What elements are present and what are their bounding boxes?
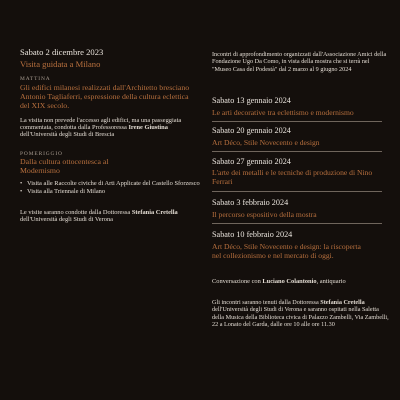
- afternoon-title: Dalla cultura ottocentesca al Modernismo: [20, 157, 109, 175]
- session-title: Art Déco, Stile Novecento e design: la riscoperta nel collezionismo e nel mercato di oggi.: [212, 242, 361, 260]
- morning-note: La visita non prevede l'accesso agli edifici, ma una passeggiata commentata, condotta dalla Professoressa Irene Giustina dell'Università degli Studi di Brescia: [20, 117, 182, 139]
- session-date: Sabato 13 gennaio 2024: [212, 96, 291, 105]
- visit-date: Sabato 2 dicembre 2023: [20, 47, 104, 57]
- morning-title: Gli edifici milanesi realizzati dall'Architetto bresciano Antonio Tagliaferri, espressione della cultura eclettica del XIX secolo.: [20, 83, 190, 110]
- session-title: Le arti decorative tra eclettismo e modernismo: [212, 108, 354, 117]
- speaker-name: Stefania Cretella: [320, 299, 365, 306]
- guide-name: Stefania Cretella: [131, 209, 178, 216]
- meetings-footer: Gli incontri saranno tenuti dalla Dottoressa Stefania Cretella dell'Università degli Studi di Verona e saranno ospitati nella Saletta della Musica della Biblioteca civica di Palazzo Zambelli, Via Zambelli, 22 a Lonato del Garda, dalle ore 10 alle ore 11.30: [212, 299, 389, 328]
- session-date: Sabato 10 febbraio 2024: [212, 230, 293, 239]
- afternoon-list: [20, 180, 200, 195]
- session-date: Sabato 20 gennaio 2024: [212, 126, 291, 135]
- list-item: • Visita alla Triennale di Milano: [20, 188, 200, 196]
- session-title: Art Déco, Stile Novecento e design: [212, 138, 320, 147]
- meetings-intro: Incontri di approfondimento organizzati dall'Associazione Amici della Fondazione Ugo Da Como, in vista della mostra che si terrà nel "Museo Casa del Podestà" dal 2 marzo al 9 giugno 2024: [212, 51, 387, 73]
- session-divider: [212, 223, 382, 224]
- session-date: Sabato 3 febbraio 2024: [212, 198, 289, 207]
- session-title: L'arte dei metalli e le tecniche di produzione di Nino Ferrari: [212, 168, 373, 186]
- guide-name: Irene Giustina: [128, 124, 168, 132]
- session-divider: [212, 121, 382, 122]
- visit-closing: Le visite saranno condotte dalla Dottoressa Stefania Cretella dell'Università degli Studi di Verona: [20, 209, 178, 224]
- session-title: Il percorso espositivo della mostra: [212, 210, 317, 219]
- session-divider: [212, 191, 382, 192]
- guest-name: Luciano Colantonio: [262, 278, 317, 285]
- afternoon-label: POMERIGGIO: [20, 151, 63, 157]
- session-date: Sabato 27 gennaio 2024: [212, 157, 291, 166]
- visit-title: Visita guidata a Milano: [20, 59, 101, 69]
- conversation-note: Conversazione con Luciano Colantonio, antiquario: [212, 278, 346, 285]
- list-item: • Visita alle Raccolte civiche di Arti Applicate del Castello Sforzesco: [20, 180, 200, 188]
- morning-label: MATTINA: [20, 76, 51, 82]
- session-divider: [212, 151, 382, 152]
